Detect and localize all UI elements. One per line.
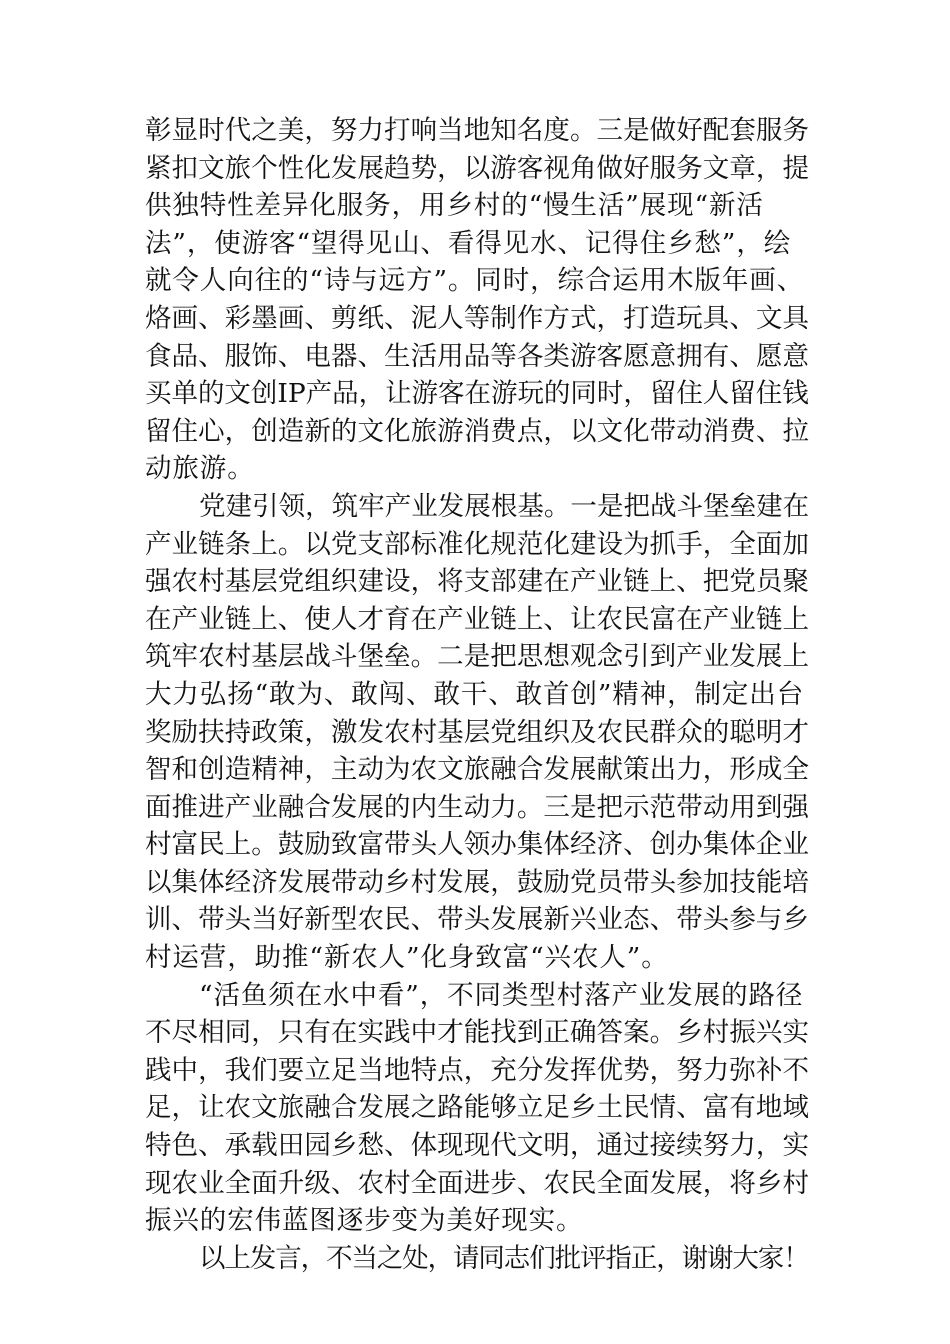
text-line: 振兴的宏伟蓝图逐步变为美好现实。: [145, 1205, 584, 1237]
text-line: 烙画、彩墨画、剪纸、泥人等制作方式，打造玩具、文具: [145, 302, 809, 334]
text-line: 留住心，创造新的文化旅游消费点，以文化带动消费、拉: [145, 415, 809, 447]
paragraph-first-line: 党建引领，筑牢产业发展根基。一是把战斗堡垒建在: [199, 490, 810, 522]
text-line: 村运营，助推“新农人”化身致富“兴农人”。: [145, 942, 669, 974]
text-line: 紧扣文旅个性化发展趋势，以游客视角做好服务文章，提: [145, 152, 809, 184]
text-line: 彰显时代之美，努力打响当地知名度。三是做好配套服务: [145, 115, 809, 146]
text-line: 奖励扶持政策，激发农村基层党组织及农民群众的聪明才: [145, 716, 809, 748]
document-body: [145, 112, 809, 1277]
text-line: 面推进产业融合发展的内生动力。三是把示范带动用到强: [145, 791, 809, 823]
text-line: 村富民上。鼓励致富带头人领办集体经济、创办集体企业: [145, 829, 809, 861]
text-line: 强农村基层党组织建设，将支部建在产业链上、把党员聚: [145, 566, 809, 598]
text-line: 足，让农文旅融合发展之路能够立足乡土民情、富有地域: [145, 1092, 809, 1124]
text-line: 不尽相同，只有在实践中才能找到正确答案。乡村振兴实: [145, 1017, 809, 1049]
text-line: 法”，使游客“望得见山、看得见水、记得住乡愁”，绘: [145, 227, 792, 259]
text-line: 筑牢农村基层战斗堡垒。二是把思想观念引到产业发展上: [145, 641, 809, 673]
text-line: 大力弘扬“敢为、敢闯、敢干、敢首创”精神，制定出台: [145, 678, 805, 710]
text-line: 买单的文创IP产品，让游客在游玩的同时，留住人留住钱: [145, 378, 809, 410]
text-line: 现农业全面升级、农村全面进步、农民全面发展，将乡村: [145, 1167, 809, 1199]
text-line: 特色、承载田园乡愁、体现现代文明，通过接续努力，实: [145, 1130, 809, 1162]
text-line: 以集体经济发展带动乡村发展，鼓励党员带头参加技能培: [145, 866, 809, 898]
text-line: 智和创造精神，主动为农文旅融合发展献策出力，形成全: [145, 754, 809, 786]
text-line: 供独特性差异化服务，用乡村的“慢生活”展现“新活: [145, 190, 764, 222]
paragraph-first-line: 以上发言，不当之处，请同志们批评指正，谢谢大家！: [199, 1242, 809, 1274]
text-line: 动旅游。: [145, 453, 255, 485]
paragraph-first-line: “活鱼须在水中看”，不同类型村落产业发展的路径: [199, 979, 804, 1011]
text-line: 践中，我们要立足当地特点，充分发挥优势，努力弥补不: [145, 1054, 809, 1086]
text-line: 产业链条上。以党支部标准化规范化建设为抓手，全面加: [145, 528, 809, 560]
text-line: 就令人向往的“诗与远方”。同时，综合运用木版年画、: [145, 265, 805, 297]
text-line: 食品、服饰、电器、生活用品等各类游客愿意拥有、愿意: [145, 340, 809, 372]
text-line: 训、带头当好新型农民、带头发展新兴业态、带头参与乡: [145, 904, 809, 936]
text-line: 在产业链上、使人才育在产业链上、让农民富在产业链上: [145, 603, 809, 635]
